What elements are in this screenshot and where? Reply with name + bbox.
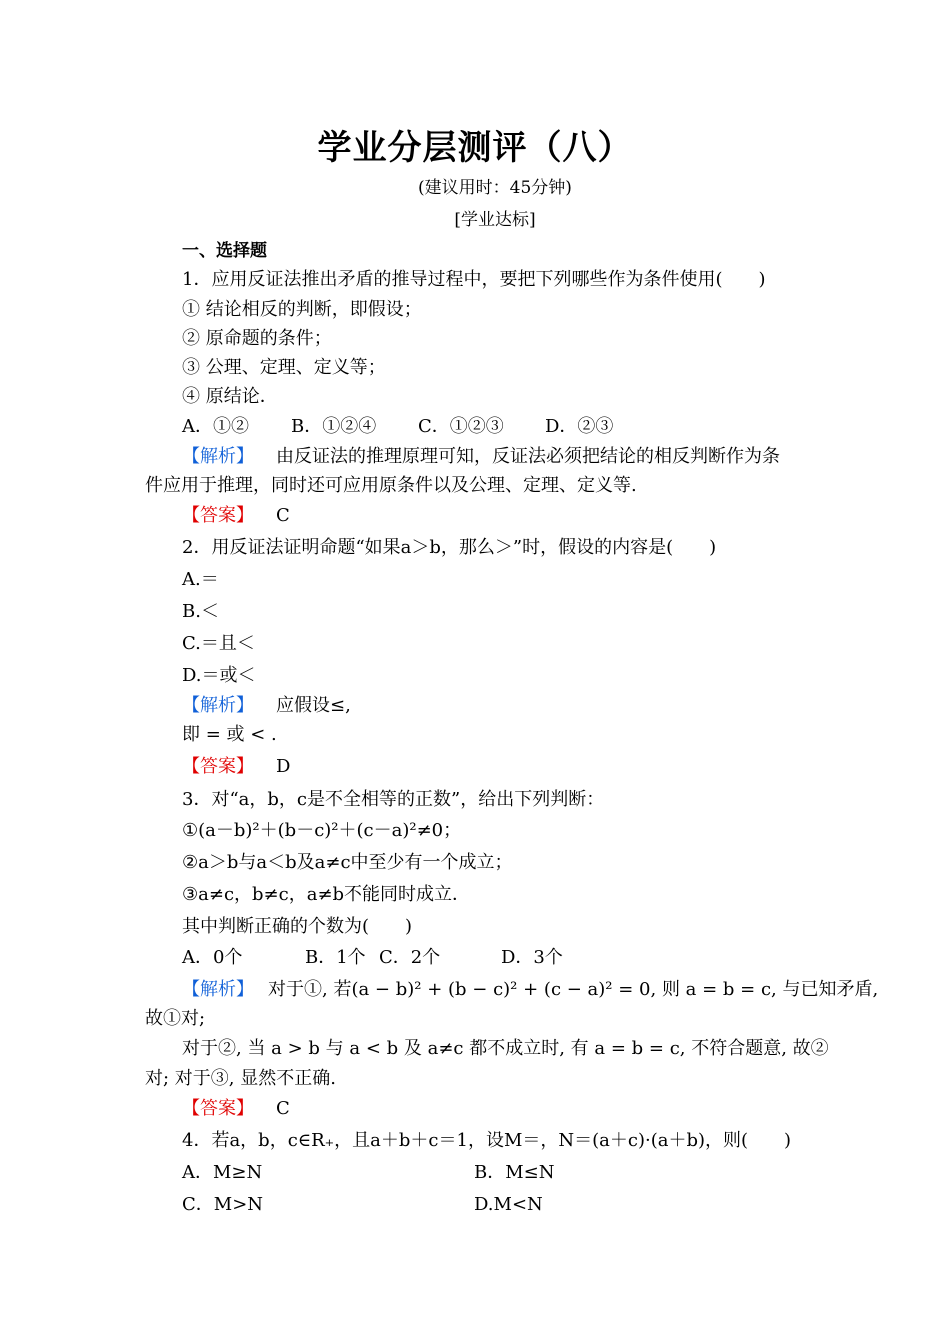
q1-option-a: A．①② <box>182 416 249 437</box>
q3-question: 其中判断正确的个数为( ) <box>182 916 413 937</box>
analysis-text: 对于①, 若(a − b)² + (b − c)² + (c − a)² = 0, 则 a = b = c, 与已知矛盾, <box>268 979 879 1000</box>
q3-analysis-cont: 对; 对于③, 显然不正确. <box>145 1068 336 1089</box>
q1-option-b: B．①②④ <box>291 416 377 437</box>
q1-item: ② 原命题的条件； <box>182 328 332 349</box>
answer-value: C <box>276 1098 290 1119</box>
section-heading: 一、选择题 <box>182 241 267 261</box>
answer-value: D <box>276 756 291 777</box>
answer-label: 【答案】 <box>182 1098 254 1119</box>
q1-option-d: D．②③ <box>545 416 614 437</box>
q4-option-b: B．M≤N <box>474 1162 555 1183</box>
q1-analysis <box>182 446 780 468</box>
q3-item: ③a≠c，b≠c，a≠b不能同时成立． <box>182 884 471 905</box>
q1-analysis-cont: 件应用于推理，同时还可应用原条件以及公理、定理、定义等. <box>145 475 637 496</box>
q3-analysis <box>182 979 878 1001</box>
q3-options <box>182 947 563 969</box>
q3-analysis-cont: 故①对; <box>145 1008 206 1029</box>
q2-stem: 2．用反证法证明命题“如果a＞b，那么＞”时，假设的内容是( ) <box>182 537 717 558</box>
q2-option-d: D.＝或＜ <box>182 665 256 686</box>
q3-answer <box>182 1098 290 1120</box>
q3-item: ②a＞b与a＜b及a≠c中至少有一个成立； <box>182 852 513 873</box>
q1-answer <box>182 505 290 527</box>
q3-option-d: D．3个 <box>501 947 563 968</box>
section-label: [学业达标] <box>454 210 536 230</box>
analysis-label: 【解析】 <box>182 695 254 716</box>
analysis-text: 由反证法的推理原理可知，反证法必须把结论的相反判断作为条 <box>276 446 780 467</box>
analysis-label: 【解析】 <box>182 979 254 1000</box>
q3-option-a: A．0个 <box>182 947 243 968</box>
answer-label: 【答案】 <box>182 505 254 526</box>
q2-option-a: A.＝ <box>182 569 219 590</box>
q3-option-c: C．2个 <box>379 947 441 968</box>
suggested-time: (建议用时：45分钟) <box>418 178 572 198</box>
q1-stem: 1．应用反证法推出矛盾的推导过程中，要把下列哪些作为条件使用( ) <box>182 269 766 290</box>
q1-option-c: C．①②③ <box>418 416 504 437</box>
q4-option-c: C．M>N <box>182 1194 264 1215</box>
q2-option-c: C.＝且＜ <box>182 633 255 654</box>
q1-options <box>182 416 613 438</box>
q2-analysis <box>182 695 351 717</box>
q1-item: ③ 公理、定理、定义等； <box>182 357 386 378</box>
q4-option-d: D.M<N <box>474 1194 543 1215</box>
q3-item: ①(a－b)²＋(b－c)²＋(c－a)²≠0； <box>182 820 462 841</box>
q2-analysis-cont: 即 = 或 < . <box>182 724 277 745</box>
analysis-text: 应假设≤, <box>276 695 351 716</box>
q2-option-b: B.＜ <box>182 601 219 622</box>
page-title: 学业分层测评（八） <box>317 128 633 168</box>
q1-item: ① 结论相反的判断，即假设； <box>182 299 422 320</box>
answer-label: 【答案】 <box>182 756 254 777</box>
q4-stem: 4．若a，b，c∈R₊，且a＋b＋c＝1，设M＝，N＝(a＋c)·(a＋b)，则( ) <box>182 1130 792 1151</box>
q2-answer <box>182 756 290 778</box>
q3-analysis-cont: 对于②, 当 a > b 与 a < b 及 a≠c 都不成立时, 有 a = b = c, 不符合题意, 故② <box>182 1038 829 1059</box>
q3-option-b: B．1个 <box>305 947 366 968</box>
q1-item: ④ 原结论． <box>182 386 278 407</box>
q3-stem: 3．对“a，b，c是不全相等的正数”，给出下列判断： <box>182 789 605 810</box>
q4-option-a: A．M≥N <box>182 1162 263 1183</box>
answer-value: C <box>276 505 290 526</box>
analysis-label: 【解析】 <box>182 446 254 467</box>
